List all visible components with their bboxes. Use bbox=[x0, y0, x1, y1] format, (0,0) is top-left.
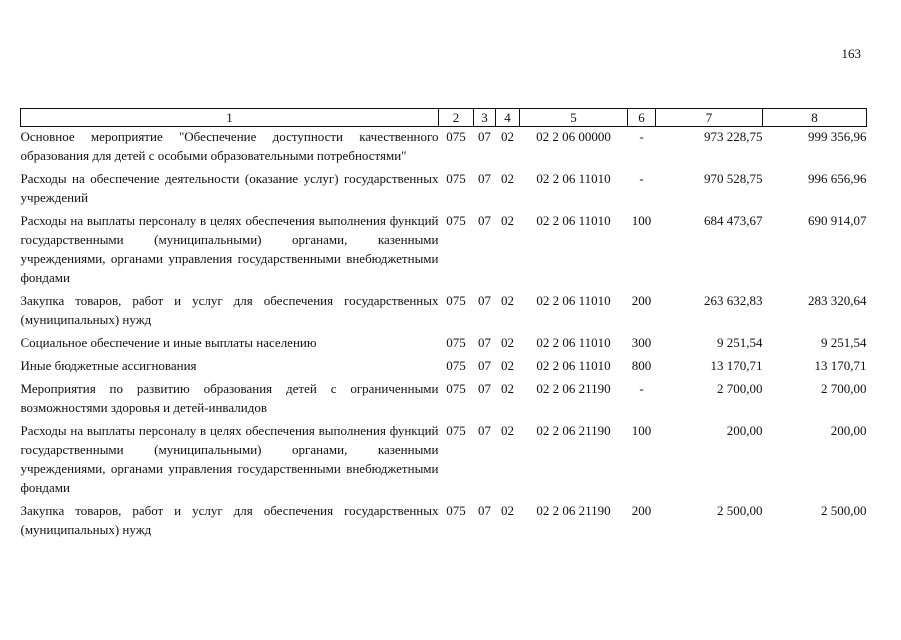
table-row bbox=[21, 127, 867, 170]
cell-admin-code: 075 bbox=[446, 381, 466, 396]
column-header: 1 bbox=[21, 109, 439, 127]
column-header: 7 bbox=[656, 109, 763, 127]
cell-admin-code: 075 bbox=[446, 423, 466, 438]
cell-section: 07 bbox=[478, 129, 491, 144]
cell-target-code: 02 2 06 21190 bbox=[536, 503, 611, 518]
cell-expense-type: 100 bbox=[631, 423, 652, 438]
cell-section: 07 bbox=[478, 171, 491, 186]
cell-section: 07 bbox=[478, 213, 491, 228]
table-row bbox=[21, 333, 867, 356]
budget-table bbox=[20, 108, 867, 541]
header-row bbox=[21, 109, 867, 127]
table-row bbox=[21, 356, 867, 379]
cell-section: 07 bbox=[478, 381, 491, 396]
cell-target-code: 02 2 06 11010 bbox=[536, 335, 611, 350]
row-name: Расходы на выплаты персоналу в целях обеспечения выполнения функций государственными (муниципальными) органами, казенными учреждениями, органами управления государственными внебюджетными фондами bbox=[20, 423, 439, 495]
cell-amount-2: 2 700,00 bbox=[821, 381, 867, 396]
cell-target-code: 02 2 06 00000 bbox=[536, 129, 611, 144]
cell-amount-1: 200,00 bbox=[726, 423, 763, 438]
cell-amount-1: 2 700,00 bbox=[717, 381, 763, 396]
cell-subsection: 02 bbox=[501, 358, 514, 373]
page-number: 163 bbox=[841, 46, 861, 61]
cell-target-code: 02 2 06 11010 bbox=[536, 213, 611, 228]
cell-amount-2: 996 656,96 bbox=[808, 171, 867, 186]
cell-amount-2: 999 356,96 bbox=[808, 129, 867, 144]
cell-admin-code: 075 bbox=[446, 358, 466, 373]
column-header: 6 bbox=[628, 109, 656, 127]
cell-admin-code: 075 bbox=[446, 171, 466, 186]
cell-amount-1: 13 170,71 bbox=[710, 358, 763, 373]
cell-amount-2: 690 914,07 bbox=[808, 213, 867, 228]
table-row bbox=[21, 169, 867, 211]
cell-section: 07 bbox=[478, 423, 491, 438]
column-header: 4 bbox=[496, 109, 520, 127]
cell-amount-1: 973 228,75 bbox=[704, 129, 763, 144]
cell-amount-2: 283 320,64 bbox=[808, 293, 867, 308]
row-name: Основное мероприятие "Обеспечение доступности качественного образования для детей с особыми образовательными потребностями" bbox=[20, 129, 439, 163]
row-name: Закупка товаров, работ и услуг для обеспечения государственных (муниципальных) нужд bbox=[20, 293, 439, 327]
cell-amount-1: 684 473,67 bbox=[704, 213, 763, 228]
cell-expense-type: - bbox=[639, 129, 644, 144]
row-name: Иные бюджетные ассигнования bbox=[20, 358, 197, 373]
cell-admin-code: 075 bbox=[446, 503, 466, 518]
cell-section: 07 bbox=[478, 358, 491, 373]
cell-subsection: 02 bbox=[501, 423, 514, 438]
cell-expense-type: 300 bbox=[631, 335, 652, 350]
cell-subsection: 02 bbox=[501, 213, 514, 228]
cell-target-code: 02 2 06 21190 bbox=[536, 423, 611, 438]
table-row bbox=[21, 421, 867, 501]
cell-subsection: 02 bbox=[501, 381, 514, 396]
cell-amount-1: 970 528,75 bbox=[704, 171, 763, 186]
table-row bbox=[21, 291, 867, 333]
column-header: 5 bbox=[520, 109, 628, 127]
cell-target-code: 02 2 06 11010 bbox=[536, 171, 611, 186]
table-row bbox=[21, 211, 867, 291]
cell-admin-code: 075 bbox=[446, 213, 466, 228]
column-header: 3 bbox=[474, 109, 496, 127]
cell-amount-2: 9 251,54 bbox=[821, 335, 867, 350]
table-row bbox=[21, 379, 867, 421]
table-row bbox=[21, 501, 867, 541]
cell-subsection: 02 bbox=[501, 129, 514, 144]
row-name: Закупка товаров, работ и услуг для обеспечения государственных (муниципальных) нужд bbox=[20, 503, 439, 537]
cell-amount-2: 13 170,71 bbox=[814, 358, 867, 373]
row-name: Расходы на выплаты персоналу в целях обеспечения выполнения функций государственными (муниципальными) органами, казенными учреждениями, органами управления государственными внебюджетными фондами bbox=[20, 213, 439, 285]
row-name: Мероприятия по развитию образования детей с ограниченными возможностями здоровья и детей-инвалидов bbox=[20, 381, 439, 415]
column-header: 8 bbox=[763, 109, 867, 127]
cell-amount-1: 9 251,54 bbox=[717, 335, 763, 350]
cell-subsection: 02 bbox=[501, 335, 514, 350]
cell-admin-code: 075 bbox=[446, 129, 466, 144]
cell-subsection: 02 bbox=[501, 293, 514, 308]
column-header: 2 bbox=[439, 109, 474, 127]
cell-subsection: 02 bbox=[501, 503, 514, 518]
cell-amount-2: 2 500,00 bbox=[821, 503, 867, 518]
cell-target-code: 02 2 06 11010 bbox=[536, 293, 611, 308]
cell-expense-type: - bbox=[639, 381, 644, 396]
cell-admin-code: 075 bbox=[446, 293, 466, 308]
row-name: Социальное обеспечение и иные выплаты населению bbox=[20, 335, 317, 350]
row-name: Расходы на обеспечение деятельности (оказание услуг) государственных учреждений bbox=[20, 171, 439, 205]
cell-expense-type: 200 bbox=[631, 503, 652, 518]
cell-admin-code: 075 bbox=[446, 335, 466, 350]
cell-expense-type: - bbox=[639, 171, 644, 186]
cell-subsection: 02 bbox=[501, 171, 514, 186]
cell-expense-type: 800 bbox=[631, 358, 652, 373]
cell-expense-type: 100 bbox=[631, 213, 652, 228]
cell-target-code: 02 2 06 11010 bbox=[536, 358, 611, 373]
cell-amount-1: 2 500,00 bbox=[717, 503, 763, 518]
cell-target-code: 02 2 06 21190 bbox=[536, 381, 611, 396]
cell-section: 07 bbox=[478, 335, 491, 350]
cell-expense-type: 200 bbox=[631, 293, 652, 308]
cell-amount-1: 263 632,83 bbox=[704, 293, 763, 308]
cell-amount-2: 200,00 bbox=[830, 423, 867, 438]
cell-section: 07 bbox=[478, 503, 491, 518]
cell-section: 07 bbox=[478, 293, 491, 308]
